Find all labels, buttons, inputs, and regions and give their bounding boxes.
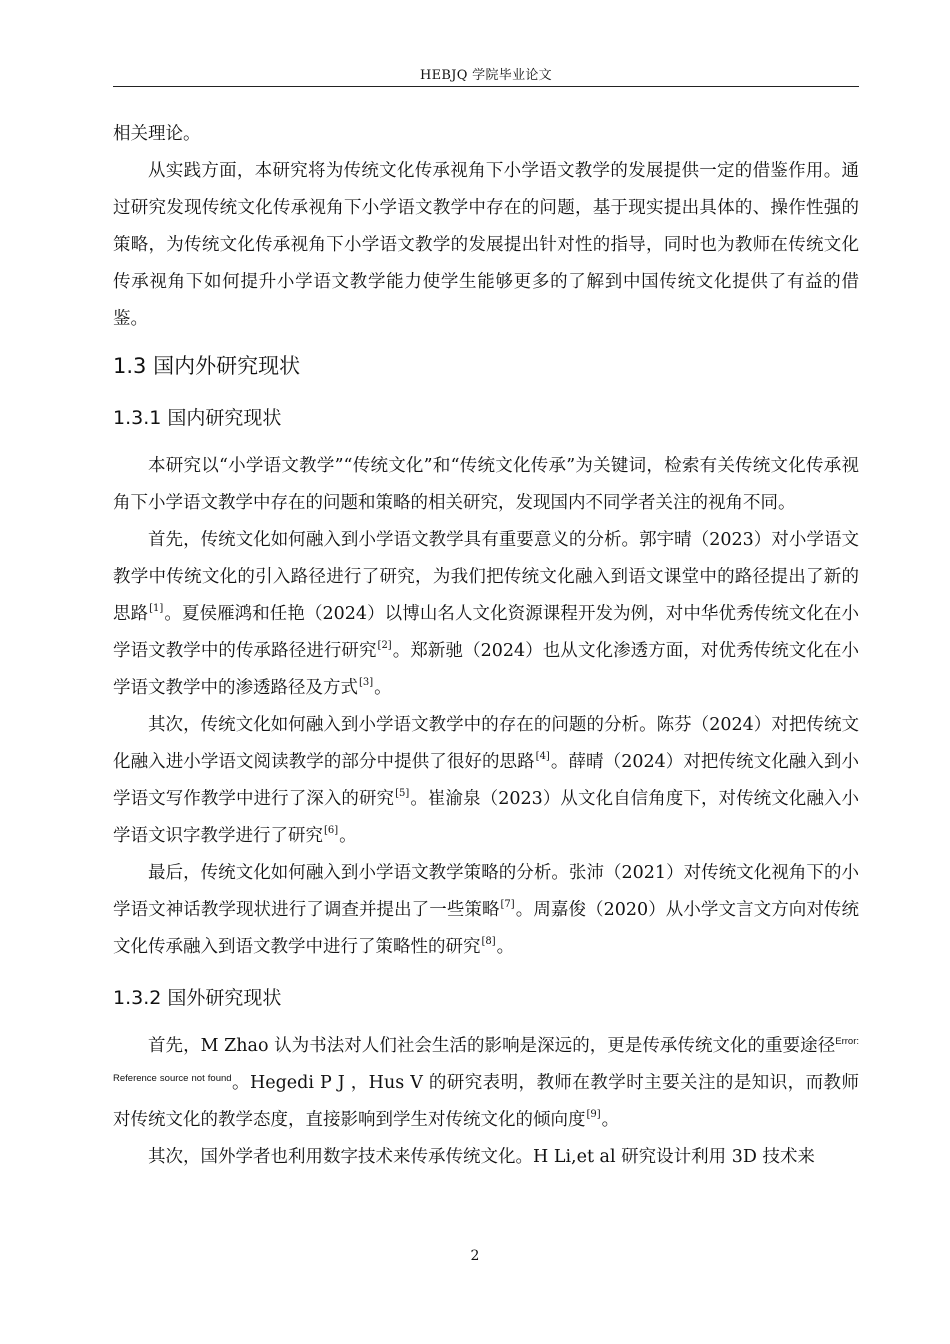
text-segment: 。崔渝泉（2023）从文化自信角度下，对传统文化融入小学语文识字教学进行了研究 [113, 789, 860, 846]
document-body [113, 116, 859, 1176]
citation-4[interactable]: [4] [535, 751, 550, 762]
paragraph-practice: 从实践方面，本研究将为传统文化传承视角下小学语文教学的发展提供一定的借鉴作用。通过研究发现传统文化传承视角下小学语文教学中存在的问题，基于现实提出具体的、操作性强的策略，为传统文化传承视角下小学语文教学的发展提出针对性的指导，同时也为教师在传统文化传承视角下如何提升小学语文教学能力使学生能够更多的了解到中国传统文化提供了有益的借鉴。 [113, 161, 859, 329]
reference-error: Error: Reference source not found [113, 1036, 859, 1084]
text-segment: 。夏侯雁鸿和任艳（2024）以博山名人文化资源课程开发为例，对中华优秀传统文化在小学语文教学中的传承路径进行研究 [113, 604, 859, 661]
paragraph-second [113, 707, 859, 855]
page-header: HEBJQ 学院毕业论文 [420, 68, 552, 83]
text-segment: 首先，传统文化如何融入到小学语文教学具有重要意义的分析。郭宇晴（2023）对小学语文教学中传统文化的引入路径进行了研究，为我们把传统文化融入到语文课堂中的路径提出了新的思路 [113, 530, 859, 624]
citation-2[interactable]: [2] [377, 640, 392, 651]
paragraph-theory-end: 相关理论。 [113, 124, 201, 144]
text-segment: 。薛晴（2024）对把传统文化融入到小学语文写作教学中进行了深入的研究 [113, 752, 859, 809]
citation-1[interactable]: [1] [149, 603, 164, 614]
citation-5[interactable]: [5] [395, 788, 410, 799]
paragraph-keywords: 本研究以“小学语文教学”“传统文化”和“传统文化传承”为关键词，检索有关传统文化传承视角下小学语文教学中存在的问题和策略的相关研究，发现国内不同学者关注的视角不同。 [113, 456, 859, 513]
paragraph-first [113, 522, 859, 707]
text-segment: 。 [601, 1110, 620, 1130]
citation-7[interactable]: [7] [500, 899, 515, 910]
citation-3[interactable]: [3] [359, 677, 374, 688]
text-segment: 。 [496, 937, 515, 957]
paragraph-foreign-first [113, 1028, 859, 1139]
text-segment: 。 [339, 826, 357, 846]
paragraph-last [113, 855, 859, 966]
header-rule [113, 86, 859, 87]
section-heading-1-3-2: 1.3.2 国外研究现状 [113, 987, 282, 1009]
section-heading-1-3-1: 1.3.1 国内研究现状 [113, 407, 282, 429]
text-segment: 其次，传统文化如何融入到小学语文教学中的存在的问题的分析。陈芬（2024）对把传统文化融入进小学语文阅读教学的部分中提供了很好的思路 [113, 715, 859, 772]
text-segment: 。郑新驰（2024）也从文化渗透方面，对优秀传统文化在小学语文教学中的渗透路径及方式 [113, 641, 859, 698]
text-segment: 。 [374, 678, 392, 698]
citation-8[interactable]: [8] [481, 936, 496, 947]
text-segment: 。Hegedi P J ，Hus V 的研究表明，教师在教学时主要关注的是知识，而教师对传统文化的教学态度，直接影响到学生对传统文化的倾向度 [113, 1073, 859, 1130]
text-segment: 首先，M Zhao 认为书法对人们社会生活的影响是深远的，更是传承传统文化的重要途径 [148, 1036, 836, 1056]
text-segment: 最后，传统文化如何融入到小学语文教学策略的分析。张沛（2021）对传统文化视角下的小学语文神话教学现状进行了调查并提出了一些策略 [113, 863, 859, 920]
section-heading-1-3: 1.3 国内外研究现状 [113, 354, 301, 378]
text-segment: 。周嘉俊（2020）从小学文言文方向对传统文化传承融入到语文教学中进行了策略性的研究 [113, 900, 859, 957]
citation-9[interactable]: [9] [586, 1109, 601, 1120]
citation-6[interactable]: [6] [324, 825, 339, 836]
page-number: 2 [470, 1248, 480, 1264]
paragraph-foreign-second: 其次，国外学者也利用数字技术来传承传统文化。H Li,et al 研究设计利用 3D 技术来 [148, 1147, 815, 1167]
